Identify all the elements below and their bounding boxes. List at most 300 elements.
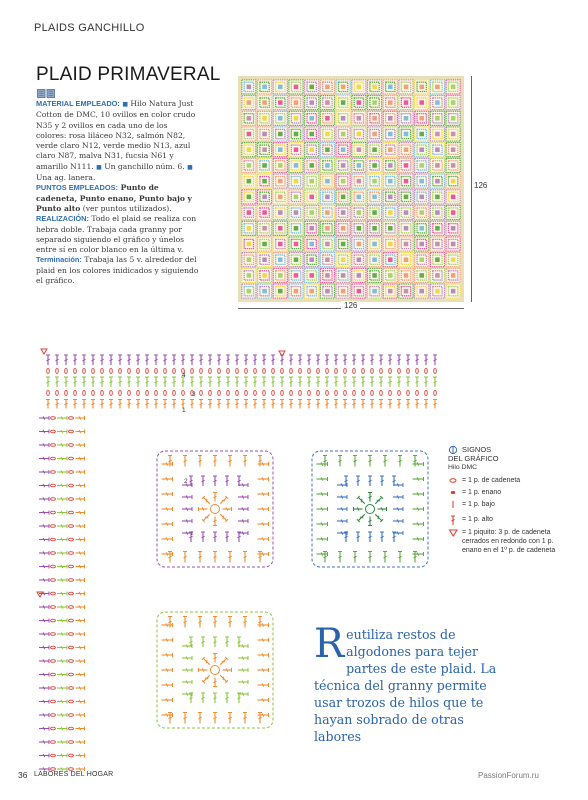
chain-mark — [218, 369, 221, 374]
chain-mark — [69, 619, 74, 622]
granny-square — [289, 111, 303, 125]
legend-item-text: = 1 p. alto — [462, 516, 493, 523]
double-crochet-mark — [213, 693, 217, 703]
chain-mark — [51, 538, 56, 541]
double-crochet-mark — [219, 674, 228, 683]
double-crochet-mark — [39, 497, 49, 501]
granny-square — [368, 143, 382, 157]
double-crochet-mark — [368, 532, 372, 542]
granny-square — [368, 174, 382, 188]
granny-square — [430, 221, 444, 235]
double-crochet-mark — [39, 551, 49, 555]
chain-mark — [407, 391, 410, 396]
double-crochet-mark — [76, 727, 85, 731]
double-crochet-mark — [424, 355, 428, 365]
chain-mark — [51, 471, 56, 474]
chain-mark — [51, 525, 56, 528]
material-extra-1: Un ganchillo núm. 6. — [101, 161, 185, 171]
double-crochet-mark — [343, 377, 347, 387]
double-crochet-mark — [182, 668, 192, 672]
chain-mark — [317, 391, 320, 396]
granny-square — [320, 80, 334, 94]
double-crochet-mark — [76, 470, 85, 474]
granny-square — [305, 143, 319, 157]
double-crochet-mark — [76, 605, 85, 609]
double-crochet-mark — [243, 456, 247, 467]
granny-square — [242, 80, 256, 94]
granny-square — [320, 237, 334, 251]
chain-mark — [51, 457, 56, 460]
double-crochet-mark — [413, 507, 424, 511]
double-crochet-mark — [323, 456, 327, 467]
double-crochet-mark — [226, 400, 230, 409]
double-crochet-mark — [307, 355, 311, 365]
double-crochet-mark — [370, 355, 374, 365]
granny-square — [336, 96, 350, 110]
double-crochet-mark — [226, 377, 230, 387]
magic-ring-mark — [211, 505, 220, 514]
granny-square — [258, 268, 272, 282]
double-crochet-mark — [388, 400, 392, 409]
double-crochet-mark — [162, 638, 173, 642]
double-crochet-mark — [168, 617, 172, 628]
granny-square — [242, 190, 256, 204]
legend-item-text: = 1 p. enano — [462, 489, 502, 496]
double-crochet-mark — [238, 519, 248, 523]
granny-square — [430, 206, 444, 220]
double-crochet-mark — [162, 477, 173, 481]
double-crochet-mark — [57, 754, 67, 758]
chain-mark — [69, 660, 74, 663]
chain-mark — [182, 391, 185, 396]
chain-mark — [209, 391, 212, 396]
granny-square — [352, 158, 366, 172]
double-crochet-mark — [406, 355, 410, 365]
granny-square — [289, 284, 303, 298]
chain-mark — [69, 538, 74, 541]
double-crochet-mark — [258, 552, 269, 556]
granny-square — [242, 221, 256, 235]
double-crochet-mark — [244, 377, 248, 387]
double-crochet-mark — [258, 713, 262, 724]
double-crochet-mark — [393, 495, 403, 499]
granny-square — [352, 111, 366, 125]
double-crochet-mark — [357, 496, 366, 505]
double-crochet-icon — [448, 515, 462, 524]
double-crochet-mark — [368, 552, 372, 563]
double-crochet-mark — [262, 377, 266, 387]
double-crochet-mark — [39, 511, 49, 515]
double-crochet-mark — [208, 377, 212, 387]
double-crochet-mark — [225, 693, 229, 703]
chain-mark — [290, 369, 293, 374]
double-crochet-mark — [258, 683, 269, 687]
granny-square — [415, 158, 429, 172]
double-crochet-mark — [353, 552, 357, 563]
double-crochet-mark — [73, 377, 77, 387]
granny-square — [368, 284, 382, 298]
double-crochet-mark — [356, 476, 360, 486]
granny-square — [399, 80, 413, 94]
double-crochet-mark — [201, 637, 205, 647]
granny-square — [352, 284, 366, 298]
height-dimension-line — [471, 76, 472, 302]
double-crochet-mark — [413, 552, 424, 556]
granny-square — [415, 268, 429, 282]
chain-mark — [69, 579, 74, 582]
double-crochet-mark — [76, 754, 85, 758]
round-number-label: 1 — [182, 407, 186, 414]
double-crochet-mark — [39, 484, 49, 488]
double-crochet-mark — [213, 552, 217, 563]
chain-mark — [371, 369, 374, 374]
chain-mark — [263, 369, 266, 374]
chain-mark — [362, 369, 365, 374]
double-crochet-mark — [57, 646, 67, 650]
drop-cap: R — [314, 621, 345, 667]
double-crochet-mark — [280, 400, 284, 409]
double-crochet-mark — [383, 552, 387, 563]
double-crochet-mark — [76, 430, 85, 434]
double-crochet-mark — [172, 355, 176, 365]
granny-square — [368, 237, 382, 251]
double-crochet-mark — [76, 659, 85, 663]
granny-square — [415, 221, 429, 235]
granny-square — [305, 268, 319, 282]
double-crochet-mark — [271, 355, 275, 365]
chain-mark — [380, 369, 383, 374]
granny-square — [430, 80, 444, 94]
watermark: PassionForum.ru — [478, 771, 539, 780]
double-crochet-mark — [183, 456, 187, 467]
granny-square — [289, 190, 303, 204]
double-crochet-mark — [271, 400, 275, 409]
double-crochet-mark — [337, 495, 347, 499]
chain-mark — [69, 741, 74, 744]
double-crochet-mark — [317, 537, 328, 541]
double-crochet-mark — [76, 578, 85, 582]
double-crochet-mark — [316, 377, 320, 387]
granny-square — [383, 221, 397, 235]
double-crochet-mark — [198, 552, 202, 563]
granny-square — [399, 143, 413, 157]
double-crochet-mark — [82, 377, 86, 387]
granny-square — [273, 221, 287, 235]
double-crochet-mark — [397, 355, 401, 365]
double-crochet-mark — [57, 673, 67, 677]
double-crochet-mark — [39, 524, 49, 528]
stitches-label: PUNTOS EMPLEADOS: — [36, 183, 118, 193]
chain-mark — [74, 391, 77, 396]
double-crochet-mark — [39, 727, 49, 731]
granny-square — [289, 221, 303, 235]
chain-mark — [371, 391, 374, 396]
double-crochet-mark — [163, 355, 167, 365]
double-crochet-mark — [198, 456, 202, 467]
granny-square — [242, 158, 256, 172]
double-crochet-mark — [183, 552, 187, 563]
granny-square — [305, 253, 319, 267]
double-crochet-mark — [154, 377, 158, 387]
double-crochet-mark — [325, 355, 329, 365]
granny-square — [289, 127, 303, 141]
chain-mark — [164, 369, 167, 374]
double-crochet-mark — [225, 532, 229, 542]
chain-mark — [119, 369, 122, 374]
granny-square — [430, 190, 444, 204]
granny-chart — [157, 451, 273, 567]
granny-square — [305, 111, 319, 125]
double-crochet-mark — [208, 400, 212, 409]
chain-mark — [51, 579, 56, 582]
granny-square — [399, 174, 413, 188]
double-crochet-mark — [262, 355, 266, 365]
double-crochet-mark — [57, 592, 67, 596]
granny-square — [273, 190, 287, 204]
double-crochet-mark — [181, 355, 185, 365]
double-crochet-mark — [317, 552, 328, 556]
chain-stitch-icon — [448, 476, 462, 485]
double-crochet-mark — [243, 617, 247, 628]
double-crochet-mark — [198, 617, 202, 628]
granny-square — [415, 80, 429, 94]
chain-mark — [227, 369, 230, 374]
double-crochet-mark — [226, 355, 230, 365]
stitches-paragraph — [36, 183, 200, 214]
granny-square — [258, 127, 272, 141]
chain-mark — [56, 369, 59, 374]
double-crochet-mark — [413, 552, 417, 563]
granny-square — [352, 174, 366, 188]
granny-square — [320, 143, 334, 157]
double-crochet-mark — [39, 673, 49, 677]
chain-mark — [69, 592, 74, 595]
granny-square — [399, 221, 413, 235]
legend-item — [448, 528, 558, 555]
chain-mark — [335, 391, 338, 396]
double-crochet-mark — [253, 377, 257, 387]
material-label: MATERIAL EMPLEADO: — [36, 99, 120, 108]
double-crochet-mark — [298, 355, 302, 365]
double-crochet-mark — [258, 456, 262, 467]
granny-square — [320, 190, 334, 204]
granny-square — [336, 268, 350, 282]
chain-mark — [69, 417, 74, 420]
finish-label: Terminación: — [36, 255, 82, 265]
granny-square — [242, 143, 256, 157]
chain-mark — [69, 646, 74, 649]
double-crochet-mark — [39, 538, 49, 542]
double-crochet-mark — [338, 456, 342, 467]
chain-mark — [209, 369, 212, 374]
granny-square — [399, 158, 413, 172]
double-crochet-mark — [415, 377, 419, 387]
double-crochet-mark — [289, 400, 293, 409]
granny-square — [320, 221, 334, 235]
pull-quote-text: eutiliza restos de algodones para tejer partes de este plaid. La técnica del granny permite usar trozos de hilos que te hayan sobrado de otras labores — [314, 627, 497, 744]
chain-mark — [51, 552, 56, 555]
granny-square — [273, 158, 287, 172]
double-crochet-mark — [397, 377, 401, 387]
granny-square — [399, 237, 413, 251]
double-crochet-mark — [380, 476, 384, 486]
double-crochet-mark — [39, 646, 49, 650]
double-crochet-mark — [374, 496, 383, 505]
double-crochet-mark — [289, 377, 293, 387]
chain-mark — [69, 525, 74, 528]
granny-square — [289, 143, 303, 157]
double-crochet-mark — [238, 507, 248, 511]
granny-square — [273, 96, 287, 110]
chain-mark — [416, 369, 419, 374]
granny-square — [336, 143, 350, 157]
double-crochet-mark — [217, 355, 221, 365]
bullet-square-icon: ■ — [122, 101, 128, 108]
double-crochet-mark — [334, 400, 338, 409]
double-crochet-mark — [46, 355, 50, 365]
granny-square — [383, 206, 397, 220]
double-crochet-mark — [109, 400, 113, 409]
double-crochet-mark — [39, 659, 49, 663]
granny-square — [336, 190, 350, 204]
double-crochet-mark — [64, 377, 68, 387]
double-crochet-mark — [198, 713, 202, 724]
double-crochet-mark — [398, 552, 402, 563]
double-crochet-mark — [39, 632, 49, 636]
granny-square — [242, 206, 256, 220]
legend-item — [448, 500, 558, 509]
double-crochet-mark — [213, 617, 217, 628]
chain-mark — [69, 700, 74, 703]
double-crochet-mark — [202, 674, 211, 683]
double-crochet-mark — [374, 513, 383, 522]
chain-mark — [173, 391, 176, 396]
double-crochet-mark — [413, 492, 424, 496]
double-crochet-mark — [136, 400, 140, 409]
double-crochet-mark — [82, 400, 86, 409]
chain-mark — [281, 369, 284, 374]
double-crochet-mark — [127, 400, 131, 409]
chain-mark — [51, 700, 56, 703]
chain-mark — [51, 430, 56, 433]
granny-square — [320, 206, 334, 220]
granny-square — [305, 127, 319, 141]
chain-mark — [407, 369, 410, 374]
granny-square — [415, 111, 429, 125]
granny-square — [289, 268, 303, 282]
granny-square — [446, 96, 460, 110]
chain-mark — [380, 391, 383, 396]
double-crochet-mark — [162, 713, 173, 717]
double-crochet-mark — [91, 355, 95, 365]
double-crochet-mark — [163, 400, 167, 409]
double-crochet-mark — [57, 511, 67, 515]
chain-mark — [51, 660, 56, 663]
double-crochet-mark — [190, 377, 194, 387]
double-crochet-mark — [238, 495, 248, 499]
double-crochet-mark — [217, 377, 221, 387]
double-crochet-mark — [317, 477, 328, 481]
granny-square — [305, 96, 319, 110]
legend-item-text: = 1 p. bajo — [462, 501, 495, 508]
chain-mark — [51, 606, 56, 609]
double-crochet-mark — [223, 668, 232, 672]
double-crochet-mark — [199, 507, 208, 511]
granny-square — [430, 158, 444, 172]
double-crochet-mark — [57, 659, 67, 663]
double-crochet-mark — [378, 507, 387, 511]
chain-mark — [92, 391, 95, 396]
double-crochet-mark — [202, 496, 211, 505]
granny-square — [415, 237, 429, 251]
chain-mark — [51, 741, 56, 744]
double-crochet-mark — [225, 476, 229, 486]
chain-mark — [69, 471, 74, 474]
double-crochet-mark — [168, 552, 172, 563]
chain-mark — [254, 391, 257, 396]
double-crochet-mark — [379, 400, 383, 409]
double-crochet-mark — [352, 400, 356, 409]
chain-mark — [434, 369, 437, 374]
legend-item — [448, 488, 558, 497]
granny-square — [352, 237, 366, 251]
chain-mark — [227, 391, 230, 396]
chain-mark — [51, 727, 56, 730]
chain-mark — [344, 369, 347, 374]
double-crochet-mark — [55, 355, 59, 365]
double-crochet-mark — [258, 462, 269, 466]
yarn-skein-icon — [37, 89, 55, 98]
double-crochet-mark — [433, 400, 437, 409]
granny-square — [242, 268, 256, 282]
chain-mark — [200, 369, 203, 374]
double-crochet-mark — [57, 497, 67, 501]
granny-square — [336, 174, 350, 188]
double-crochet-mark — [82, 355, 86, 365]
chain-mark — [51, 417, 56, 420]
double-crochet-mark — [76, 497, 85, 501]
chain-mark — [272, 369, 275, 374]
chain-mark — [69, 768, 74, 771]
round-number-label: 4 — [182, 372, 186, 379]
instructions-column — [36, 99, 200, 286]
double-crochet-mark — [213, 476, 217, 486]
chain-mark — [69, 430, 74, 433]
double-crochet-mark — [424, 377, 428, 387]
double-crochet-mark — [162, 507, 173, 511]
granny-square — [242, 96, 256, 110]
granny-square — [430, 174, 444, 188]
chain-mark — [101, 369, 104, 374]
chain-mark — [218, 391, 221, 396]
legend-title: SIGNOS — [462, 445, 492, 454]
legend-title-2: DEL GRÁFICO — [448, 454, 499, 463]
double-crochet-mark — [100, 355, 104, 365]
granny-square — [446, 80, 460, 94]
granny-square — [446, 111, 460, 125]
double-crochet-mark — [168, 713, 172, 724]
double-crochet-mark — [258, 507, 269, 511]
granny-square — [352, 268, 366, 282]
chain-mark — [425, 369, 428, 374]
granny-square — [273, 237, 287, 251]
double-crochet-mark — [413, 522, 424, 526]
double-crochet-mark — [199, 668, 208, 672]
granny-square — [289, 174, 303, 188]
chain-mark — [51, 592, 56, 595]
double-crochet-mark — [213, 493, 217, 502]
double-crochet-mark — [413, 456, 417, 467]
